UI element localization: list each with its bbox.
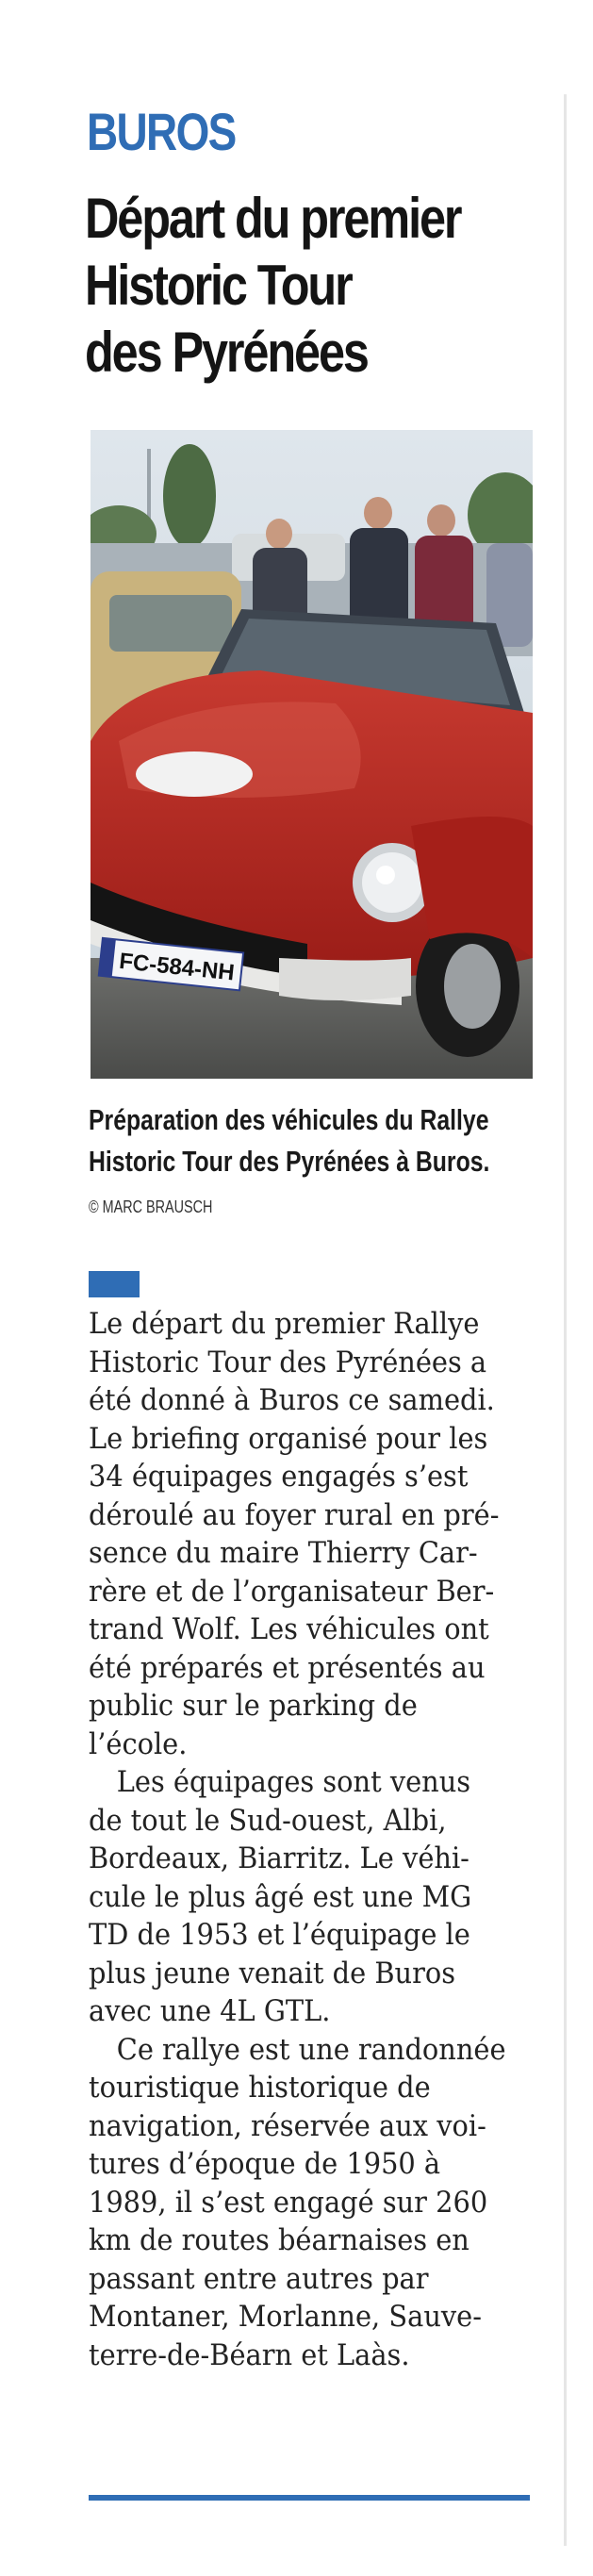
body-line: TD de 1953 et l’équipage le: [89, 1918, 470, 1952]
body-line: été donné à Buros ce samedi.: [89, 1383, 495, 1417]
headline-line: des Pyrénées: [85, 321, 368, 384]
body-line: passant entre autres par: [89, 2261, 429, 2296]
body-line: l’école.: [89, 1726, 188, 1761]
body-line: Historic Tour des Pyrénées a: [89, 1345, 487, 1379]
red-sports-car-icon: [91, 430, 533, 1079]
body-line: touristique historique de: [89, 2071, 431, 2105]
body-line: 34 équipages engagés s’est: [89, 1460, 469, 1494]
headline-line: Historic Tour: [85, 254, 352, 317]
section-marker: [89, 1271, 140, 1297]
article-headline: [85, 185, 575, 386]
body-line: sence du maire Thierry Car-: [89, 1536, 478, 1570]
body-line: rère et de l’organisateur Ber-: [89, 1574, 495, 1609]
article-body: [89, 1305, 530, 2374]
license-plate-text: FC-584-NH: [118, 948, 236, 986]
body-line: plus jeune venait de Buros: [89, 1956, 456, 1990]
photo-caption: [89, 1099, 560, 1182]
body-line: Ce rallye est une randonnée: [116, 2032, 506, 2067]
body-line: Bordeaux, Biarritz. Le véhi-: [89, 1841, 469, 1875]
body-line: trand Wolf. Les véhicules ont: [89, 1612, 489, 1646]
headline-line: Départ du premier: [85, 187, 461, 250]
body-line: km de routes béarnaises en: [89, 2223, 469, 2257]
body-line: public sur le parking de: [89, 1689, 418, 1723]
caption-line: Préparation des véhicules du Rallye: [89, 1103, 489, 1136]
caption-line: Historic Tour des Pyrénées à Buros.: [89, 1145, 490, 1178]
photo-credit: © MARC BRAUSCH: [89, 1197, 213, 1216]
body-line: cule le plus âgé est une MG: [89, 1879, 472, 1914]
body-line: tures d’époque de 1950 à: [89, 2147, 441, 2181]
article-photo: [91, 430, 533, 1079]
body-line: été préparés et présentés au: [89, 1650, 486, 1685]
column-divider: [564, 94, 567, 2546]
body-line: navigation, réservée aux voi-: [89, 2108, 486, 2143]
body-line: avec une 4L GTL.: [89, 1994, 331, 2028]
location-kicker: BUROS: [87, 102, 236, 161]
body-line: déroulé au foyer rural en pré-: [89, 1497, 500, 1532]
bottom-rule: [89, 2495, 530, 2501]
body-line: Les équipages sont venus: [116, 1765, 471, 1799]
body-line: de tout le Sud-ouest, Albi,: [89, 1803, 447, 1838]
body-line: Le briefing organisé pour les: [89, 1421, 488, 1456]
body-line: terre-de-Béarn et Laàs.: [89, 2337, 410, 2372]
body-line: 1989, il s’est engagé sur 260: [89, 2185, 488, 2220]
body-line: Montaner, Morlanne, Sauve-: [89, 2300, 482, 2334]
body-line: Le départ du premier Rallye: [89, 1307, 480, 1341]
